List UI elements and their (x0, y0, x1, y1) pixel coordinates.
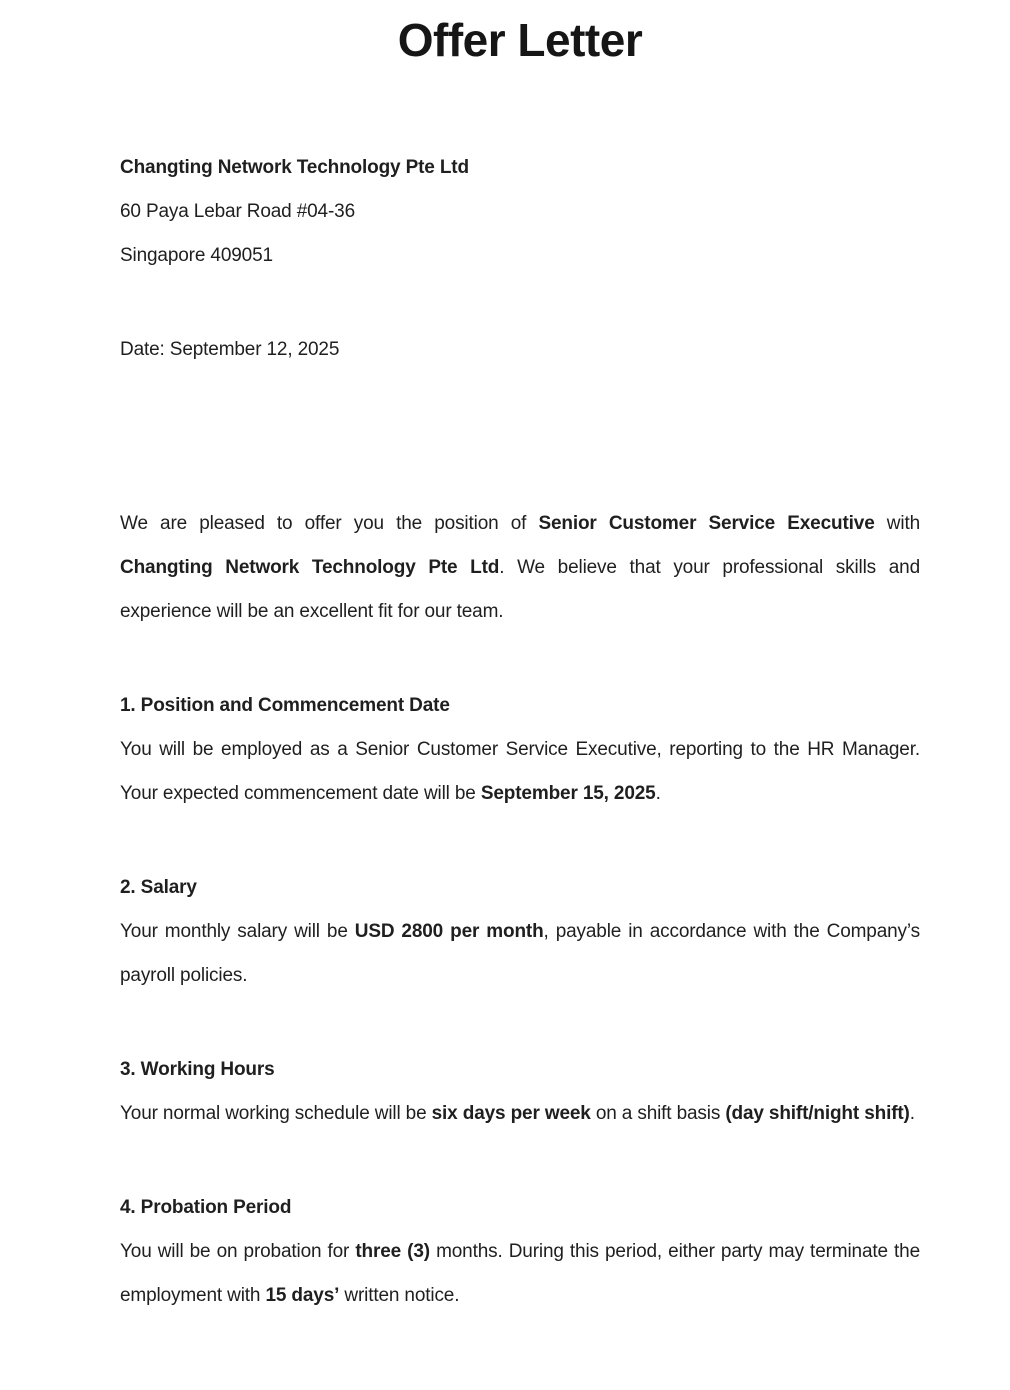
section-heading-salary: 2. Salary (120, 877, 197, 898)
section-working-hours (120, 1048, 920, 1136)
section-probation-period (120, 1186, 920, 1318)
company-name: Changting Network Technology Pte Ltd (120, 157, 469, 178)
intro-paragraph: We are pleased to offer you the position of Senior Customer Service Executive with Changting Network Technology Pte Ltd. We believe that your professional skills and experience will be an excellent fit for our team. (120, 513, 920, 622)
section-body-probation-period: You will be on probation for three (3) months. During this period, either party may terminate the employment with 15 days’ written notice. (120, 1241, 920, 1306)
section-heading-working-hours: 3. Working Hours (120, 1059, 275, 1080)
section-body-position-commencement: You will be employed as a Senior Customer Service Executive, reporting to the HR Manager. Your expected commencement date will be September 15, 2025. (120, 739, 920, 804)
section-heading-position-commencement: 1. Position and Commencement Date (120, 695, 450, 716)
section-heading-probation-period: 4. Probation Period (120, 1197, 292, 1218)
page-title: Offer Letter (397, 14, 643, 66)
company-address-line2: Singapore 409051 (120, 245, 273, 266)
section-salary (120, 866, 920, 998)
section-body-salary: Your monthly salary will be USD 2800 per month, payable in accordance with the Company’s payroll policies. (120, 921, 920, 986)
company-address-line1: 60 Paya Lebar Road #04-36 (120, 201, 355, 222)
section-position-commencement (120, 684, 920, 816)
date-line: Date: September 12, 2025 (120, 339, 340, 360)
section-body-working-hours: Your normal working schedule will be six days per week on a shift basis (day shift/night shift). (120, 1103, 915, 1124)
letter-content (120, 0, 920, 1318)
